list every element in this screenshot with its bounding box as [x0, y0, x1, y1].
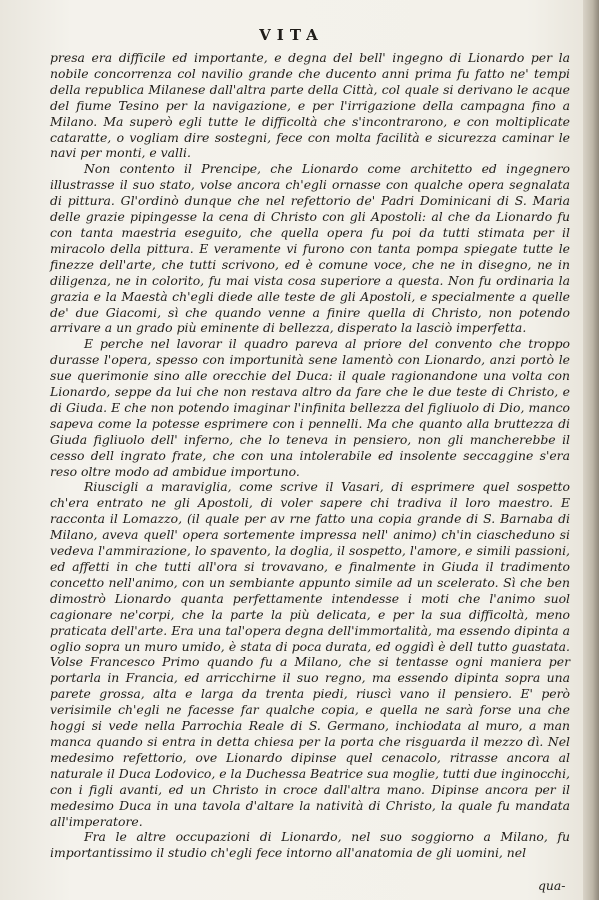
paragraph: Non contento il Prencipe, che Lionardo come architetto ed ingegnero illustrasse il suo stato, volse ancora ch'egli ornasse con qualche opera segnalata di pittura. Gl'ordinò dunque che nel refettorio de' Padri Dominicani di S. Maria delle grazie pipingesse la cena di Christo con gli Apostoli: al che da Lionardo fu con tanta maestria eseguito, che quella opera fu poi da tutti stimata per il miracolo della pittura. E veramente vi furono con tanta pompa spiegate tutte le finezze dell'arte, che tutti scrivono, ed è comune voce, che ne in disegno, ne in diligenza, ne in colorito, fu mai vista cosa superiore a questa. Non fu ordinaria la grazia e la Maestà ch'egli diede alle teste de gli Apostoli, e specialmente a quelle de' due Giacomi, sì che quando venne a finire quella di Christo, non potendo arrivare a un grado più eminente di bellezza, disperato la lasciò imperfetta. — [50, 161, 570, 336]
paragraph: Fra le altre occupazioni di Lionardo, nel suo soggiorno a Milano, fu importantissimo il studio ch'egli fece intorno all'anatomia de gli uomini, nel — [50, 829, 570, 861]
paragraph: presa era difficile ed importante, e degna del bell' ingegno di Lionardo per la nobile concorrenza col navilio grande che ducento anni prima fu fatto ne' tempi della republica Milanese dall'altra parte della Città, col quale si derivano le acque del fiume Tesino per la navigazione, e per l'irrigazione della campagna fino a Milano. Ma superò egli tutte le difficoltà che s'incontrarono, e con moltiplicate cataratte, o vogliam dire sostegni, fece con molta facilità e sicurezza caminar le navi per monti, e valli. — [50, 50, 570, 161]
paragraph: Riuscigli a maraviglia, come scrive il Vasari, di esprimere quel sospetto ch'era entrato ne gli Apostoli, di voler sapere chi tradiva il loro maestro. E racconta il Lomazzo, (il quale per av rne fatto una copia grande di S. Barnaba di Milano, aveva quell' opera sortemente impressa nell' animo) ch'in ciascheduno si vedeva l'ammirazione, lo spavento, la doglia, il sospetto, l'amore, e simili passioni, ed affetti in che tutti all'ora si trovavano, e finalmente in Giuda il tradimento concetto nell'animo, con un sembiante appunto simile ad un scelerato. Sì che ben dimostrò Lionardo quanta perfettamente intendesse i moti che l'animo suol cagionare ne'corpi, che la parte la più delicata, e per la sua difficoltà, meno praticata dell'arte. Era una tal'opera degna dell'immortalità, ma essendo dipinta a oglio sopra un muro umido, è stata di poca durata, ed oggidì è dell tutto guastata. Volse Francesco Primo quando fu a Milano, che si tentasse ogni maniera per portarla in Francia, ed arricchirne il suo regno, ma essendo dipinta sopra una parete grossa, alta e larga da trenta piedi, riuscì vano il pensiero. E' però verisimile ch'egli ne facesse far qualche copia, e quella ne sarà forse una che hoggi si vede nella Parrochia Reale di S. Germano, inchiodata al muro, a man manca quando si entra in detta chiesa per la porta che risguarda il mezzo dì. Nel medesimo refettorio, ove Lionardo dipinse quel cenacolo, ritrasse ancora al naturale il Duca Lodovico, e la Duchessa Beatrice sua moglie, tutti due inginocchi, con i figli avanti, ed un Christo in croce dall'altra mano. Dipinse ancora per il medesimo Duca in una tavola d'altare la natività di Christo, la quale fu mandata all'imperatore. — [50, 479, 570, 829]
catchword: qua- — [538, 878, 566, 893]
running-head: VITA — [259, 26, 324, 44]
paragraph: E perche nel lavorar il quadro pareva al priore del convento che troppo durasse l'opera, spesso con importunità sene lamentò con Lionardo, anzi portò le sue querimonie sino alle orecchie del Duca: il quale ragionandone una volta con Lionardo, seppe da lui che non restava altro da fare che le due teste di Christo, e di Giuda. E che non potendo imaginar l'infinita bellezza del figliuolo di Dio, manco sapeva come la potesse esprimere con i pennelli. Ma che quanto alla bruttezza di Giuda figliuolo dell' inferno, che lo teneva in pensiero, non gli mancherebbe il cesso dell ingrato frate, che con una intolerabile ed insolente seccaggine s'era reso oltre modo ad ambidue importuno. — [50, 336, 570, 479]
body-text — [50, 50, 570, 861]
page-edge-shadow — [583, 0, 599, 900]
